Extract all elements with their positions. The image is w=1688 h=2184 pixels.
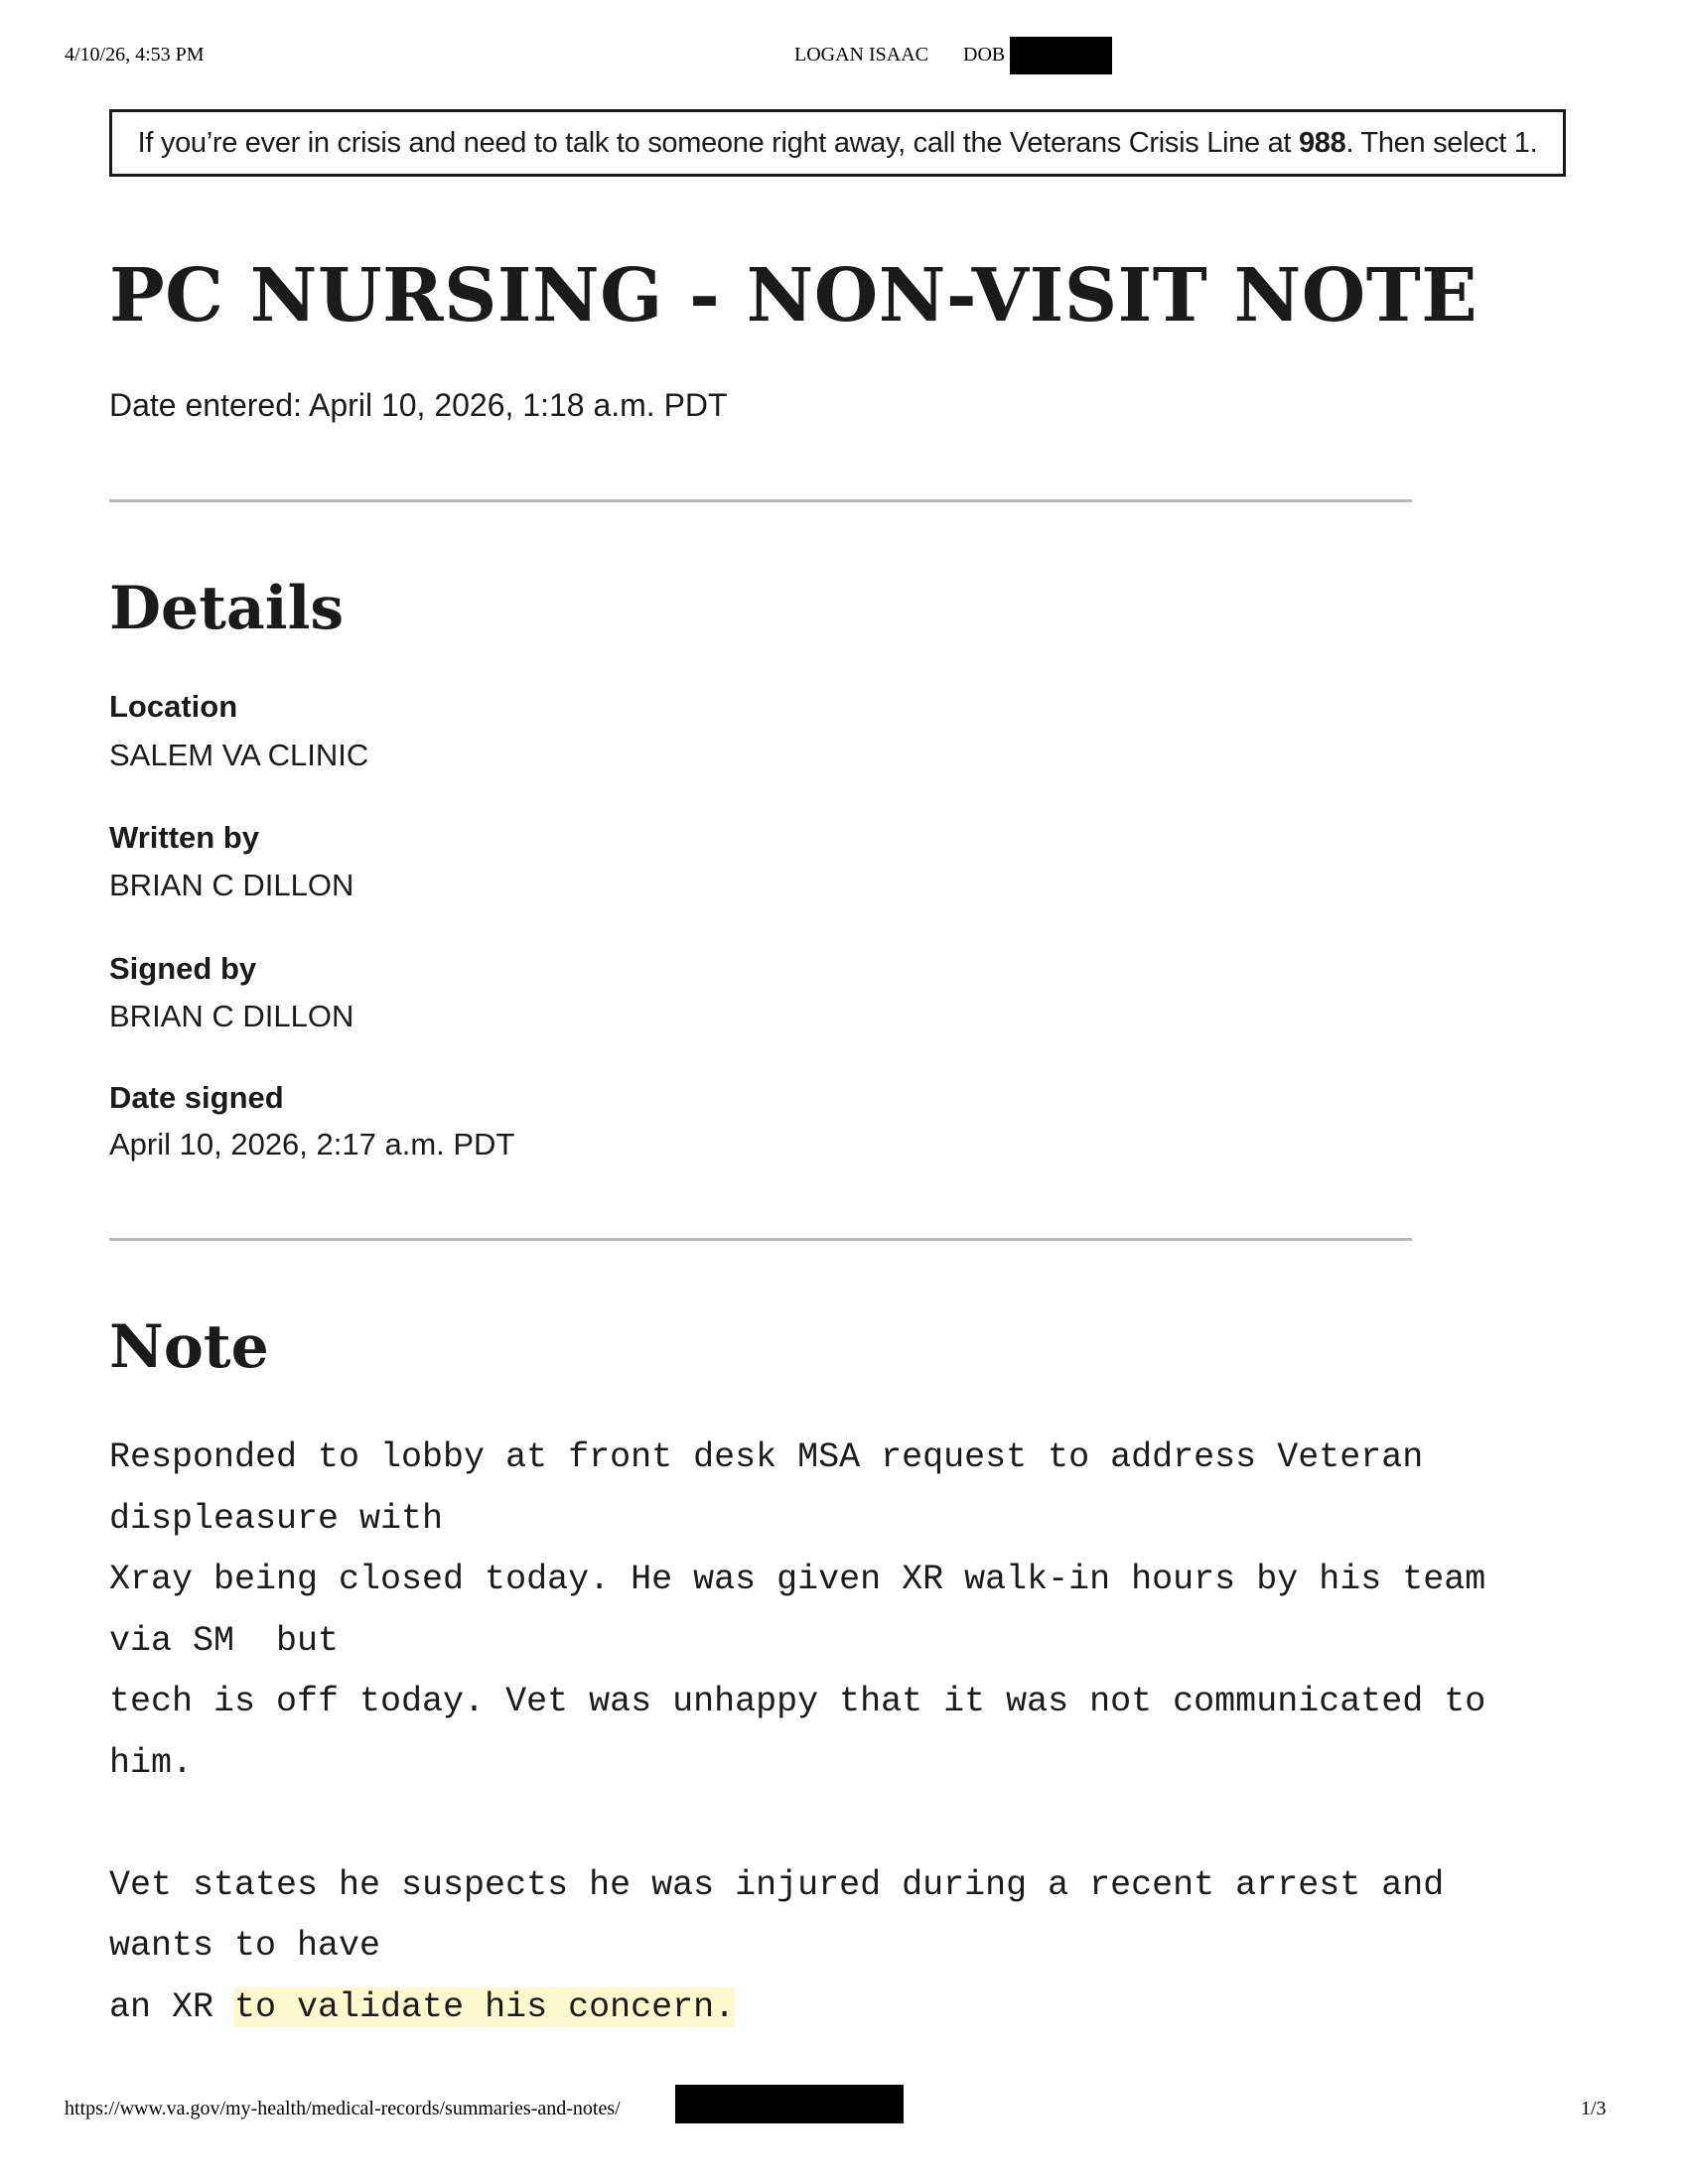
details-heading: Details — [109, 574, 345, 643]
written-by-label: Written by — [109, 820, 259, 855]
date-signed-label: Date signed — [109, 1080, 284, 1115]
note-text-last: an XR — [109, 1986, 235, 2027]
highlighted-text: to validate his concern. — [234, 1986, 736, 2027]
page-number: 1/3 — [1581, 2098, 1607, 2119]
divider — [109, 1238, 1412, 1241]
print-url: https://www.va.gov/my-health/medical-records/summaries-and-notes/ — [65, 2098, 621, 2119]
date-entered: Date entered: April 10, 2026, 1:18 a.m. PDT — [109, 387, 728, 423]
crisis-banner — [109, 109, 1566, 177]
signed-by-value: BRIAN C DILLON — [109, 999, 354, 1033]
location-label: Location — [109, 689, 238, 724]
print-timestamp: 4/10/26, 4:53 PM — [65, 44, 205, 66]
date-signed-value: April 10, 2026, 2:17 a.m. PDT — [109, 1127, 515, 1161]
redaction-box — [1010, 37, 1112, 74]
signed-by-label: Signed by — [109, 951, 257, 986]
location-value: SALEM VA CLINIC — [109, 738, 369, 772]
divider — [109, 499, 1412, 502]
note-text: Responded to lobby at front desk MSA request to address Veteran displeasure with Xray being closed today. He was given XR walk-in hours by his team via SM but tech is off today. Vet was unhappy that it was not communicated to him. Vet states he suspects he was injured during a recent arrest and wants to have — [109, 1437, 1486, 1966]
note-body — [109, 1428, 1485, 2038]
note-heading: Note — [109, 1312, 269, 1382]
crisis-text-end: . Then select 1. — [1345, 127, 1538, 159]
print-dob-label: DOB — [963, 44, 1006, 66]
written-by-value: BRIAN C DILLON — [109, 868, 354, 902]
page-title: PC NURSING - NON-VISIT NOTE — [109, 253, 1478, 339]
redaction-box — [675, 2085, 904, 2123]
crisis-text: If you’re ever in crisis and need to talk to someone right away, call the Veterans Crisis Line at — [137, 127, 1299, 159]
crisis-number: 988 — [1298, 127, 1346, 159]
print-patient-name: LOGAN ISAAC — [794, 44, 928, 66]
